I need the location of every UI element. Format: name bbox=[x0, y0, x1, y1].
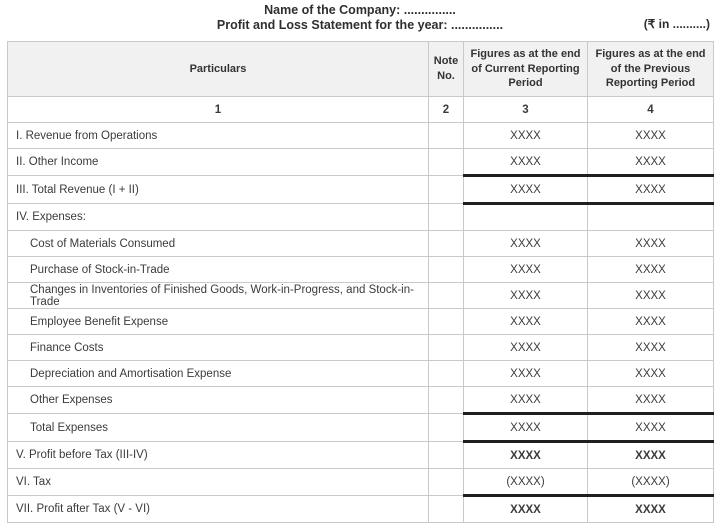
note-no-cell bbox=[429, 361, 464, 387]
note-no-cell bbox=[429, 204, 464, 231]
note-no-cell bbox=[429, 149, 464, 176]
current-period-value-cell: (XXXX) bbox=[464, 469, 588, 496]
previous-period-value-cell: XXXX bbox=[588, 176, 714, 204]
table-row bbox=[8, 361, 714, 387]
table-row bbox=[8, 231, 714, 257]
table-row bbox=[8, 414, 714, 442]
note-no-cell bbox=[429, 469, 464, 496]
particulars-cell: V. Profit before Tax (III-IV) bbox=[8, 442, 429, 469]
column-number-4: 4 bbox=[588, 97, 714, 123]
currency-note: (₹ in ..........) bbox=[643, 17, 710, 31]
current-period-value-cell: XXXX bbox=[464, 414, 588, 442]
particulars-cell: I. Revenue from Operations bbox=[8, 123, 429, 149]
particulars-cell: Depreciation and Amortisation Expense bbox=[8, 361, 429, 387]
particulars-cell: Cost of Materials Consumed bbox=[8, 231, 429, 257]
current-period-value-cell: XXXX bbox=[464, 361, 588, 387]
column-number-3: 3 bbox=[464, 97, 588, 123]
table-row bbox=[8, 469, 714, 496]
table-row bbox=[8, 176, 714, 204]
particulars-cell: Purchase of Stock-in-Trade bbox=[8, 257, 429, 283]
note-no-cell bbox=[429, 442, 464, 469]
current-period-value-cell: XXXX bbox=[464, 123, 588, 149]
company-name-line: Name of the Company: ............... bbox=[264, 3, 456, 17]
previous-period-value-cell: XXXX bbox=[588, 414, 714, 442]
previous-period-value-cell: XXXX bbox=[588, 442, 714, 469]
previous-period-value-cell: XXXX bbox=[588, 123, 714, 149]
previous-period-value-cell: XXXX bbox=[588, 496, 714, 523]
table-row bbox=[8, 123, 714, 149]
particulars-cell: II. Other Income bbox=[8, 149, 429, 176]
particulars-cell: IV. Expenses: bbox=[8, 204, 429, 231]
particulars-cell: Total Expenses bbox=[8, 414, 429, 442]
note-no-cell bbox=[429, 496, 464, 523]
table-header-row bbox=[8, 42, 714, 97]
current-period-value-cell: XXXX bbox=[464, 335, 588, 361]
col-header-previous-period: Figures as at the end of the Previous Reporting Period bbox=[588, 42, 714, 97]
current-period-value-cell: XXXX bbox=[464, 257, 588, 283]
column-number-1: 1 bbox=[8, 97, 429, 123]
col-header-current-period: Figures as at the end of Current Reporting Period bbox=[464, 42, 588, 97]
table-row bbox=[8, 204, 714, 231]
note-no-cell bbox=[429, 231, 464, 257]
note-no-cell bbox=[429, 123, 464, 149]
note-no-cell bbox=[429, 176, 464, 204]
previous-period-value-cell: XXXX bbox=[588, 231, 714, 257]
previous-period-value-cell: XXXX bbox=[588, 361, 714, 387]
current-period-value-cell: XXXX bbox=[464, 176, 588, 204]
page-header bbox=[0, 0, 720, 33]
current-period-value-cell: XXXX bbox=[464, 283, 588, 309]
particulars-cell: VII. Profit after Tax (V - VI) bbox=[8, 496, 429, 523]
current-period-value-cell: XXXX bbox=[464, 231, 588, 257]
previous-period-value-cell: XXXX bbox=[588, 257, 714, 283]
current-period-value-cell: XXXX bbox=[464, 309, 588, 335]
particulars-cell: VI. Tax bbox=[8, 469, 429, 496]
profit-and-loss-table bbox=[7, 41, 714, 523]
current-period-value-cell: XXXX bbox=[464, 442, 588, 469]
table-body bbox=[8, 123, 714, 523]
current-period-value-cell bbox=[464, 204, 588, 231]
table-row bbox=[8, 283, 714, 309]
note-no-cell bbox=[429, 387, 464, 414]
table-row bbox=[8, 149, 714, 176]
current-period-value-cell: XXXX bbox=[464, 149, 588, 176]
note-no-cell bbox=[429, 283, 464, 309]
note-no-cell bbox=[429, 257, 464, 283]
table-row bbox=[8, 387, 714, 414]
particulars-cell: Changes in Inventories of Finished Goods, Work-in-Progress, and Stock-in-Trade bbox=[8, 283, 429, 309]
table-row bbox=[8, 257, 714, 283]
note-no-cell bbox=[429, 309, 464, 335]
table-row bbox=[8, 496, 714, 523]
table-row bbox=[8, 309, 714, 335]
current-period-value-cell: XXXX bbox=[464, 387, 588, 414]
current-period-value-cell: XXXX bbox=[464, 496, 588, 523]
particulars-cell: III. Total Revenue (I + II) bbox=[8, 176, 429, 204]
previous-period-value-cell bbox=[588, 204, 714, 231]
particulars-cell: Other Expenses bbox=[8, 387, 429, 414]
column-number-row bbox=[8, 97, 714, 123]
previous-period-value-cell: XXXX bbox=[588, 335, 714, 361]
note-no-cell bbox=[429, 414, 464, 442]
previous-period-value-cell: XXXX bbox=[588, 283, 714, 309]
previous-period-value-cell: XXXX bbox=[588, 149, 714, 176]
column-number-2: 2 bbox=[429, 97, 464, 123]
previous-period-value-cell: XXXX bbox=[588, 309, 714, 335]
note-no-cell bbox=[429, 335, 464, 361]
previous-period-value-cell: XXXX bbox=[588, 387, 714, 414]
table-row bbox=[8, 442, 714, 469]
statement-title-line: Profit and Loss Statement for the year: ............... bbox=[216, 18, 504, 32]
particulars-cell: Employee Benefit Expense bbox=[8, 309, 429, 335]
previous-period-value-cell: (XXXX) bbox=[588, 469, 714, 496]
particulars-cell: Finance Costs bbox=[8, 335, 429, 361]
col-header-particulars: Particulars bbox=[8, 42, 429, 97]
col-header-note-no: Note No. bbox=[429, 42, 464, 97]
table-row bbox=[8, 335, 714, 361]
